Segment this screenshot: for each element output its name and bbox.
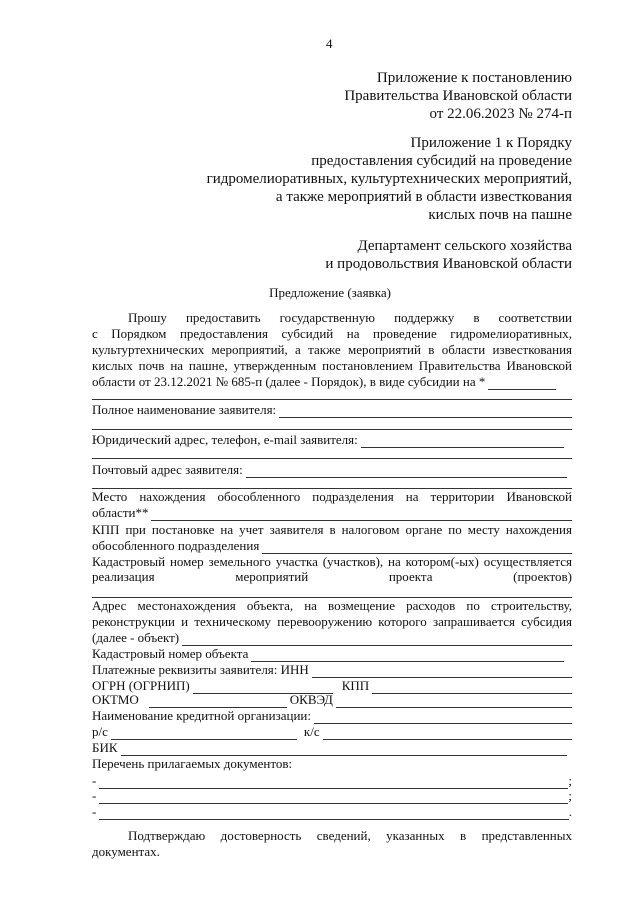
inn-label: Платежные реквизиты заявителя: ИНН [92, 662, 309, 677]
kpp-label: КПП [341, 678, 370, 693]
postal-address-label: Почтовый адрес заявителя: [92, 462, 243, 477]
oktmo-label: ОКТМО [92, 692, 139, 707]
legal-address-field[interactable] [361, 435, 564, 448]
header-line: от 22.06.2023 № 274-п [429, 106, 572, 122]
object-address-label: реконструкции и техническому перевооружению которого запрашивается субсидия [92, 614, 572, 629]
full-name-field[interactable] [279, 405, 572, 418]
inn-field[interactable] [312, 665, 572, 678]
ks-field[interactable] [323, 727, 572, 740]
header-line: кислых почв на пашне [428, 207, 572, 223]
oktmo-field[interactable] [149, 695, 287, 708]
full-name-line[interactable] [92, 429, 572, 430]
subsidy-type-line[interactable] [92, 399, 572, 400]
header-line: гидромелиоративных, культуртехнических мероприятий, [206, 171, 572, 187]
header-line: предоставления субсидий на проведение [311, 153, 572, 169]
bank-name-label: Наименование кредитной организации: [92, 708, 311, 723]
form-title: Предложение (заявка) [269, 285, 391, 300]
document-end: ; [568, 773, 572, 788]
okved-field[interactable] [336, 695, 572, 708]
postal-address-field[interactable] [246, 465, 567, 478]
branch-kpp-field[interactable] [262, 541, 572, 554]
cadastral-object-field[interactable] [251, 649, 564, 662]
object-address-label: Адрес местонахождения объекта, на возмещение расходов по строительству, [92, 598, 572, 613]
ogrn-label: ОГРН (ОГРНИП) [92, 678, 190, 693]
documents-label: Перечень прилагаемых документов: [92, 756, 293, 771]
addressee-line: и продовольствия Ивановской области [325, 256, 572, 272]
bik-label: БИК [92, 740, 118, 755]
cadastral-land-label: Кадастровый номер земельного участка (участков), на котором(-ых) осуществляется [92, 554, 572, 569]
page-number: 4 [326, 36, 333, 51]
document-bullet: - [92, 788, 97, 803]
document-field[interactable] [99, 791, 568, 804]
confirmation-text: Подтверждаю достоверность сведений, указанных в представленных [128, 828, 572, 843]
document-end: ; [568, 788, 572, 803]
cadastral-object-label: Кадастровый номер объекта [92, 646, 249, 661]
full-name-label: Полное наименование заявителя: [92, 402, 277, 417]
branch-location-label: области** [92, 505, 149, 520]
branch-location-label: Место нахождения обособленного подразделения на территории Ивановской [92, 489, 572, 504]
ks-label: к/с [303, 724, 320, 739]
header-line: а также мероприятий в области известкования [275, 189, 572, 205]
intro-line: Прошу предоставить государственную поддержку в соответствии [128, 310, 572, 325]
confirmation-text: документах. [92, 844, 160, 859]
intro-line: культуртехнических мероприятий, а также мероприятий в области известкования [92, 342, 572, 357]
document-end: . [568, 804, 572, 819]
document-bullet: - [92, 773, 97, 788]
document-field[interactable] [99, 807, 568, 820]
rs-field[interactable] [111, 727, 297, 740]
legal-address-label: Юридический адрес, телефон, e-mail заявителя: [92, 432, 358, 447]
subsidy-type-field[interactable] [488, 377, 556, 390]
document-bullet: - [92, 804, 97, 819]
header-line: Приложение 1 к Порядку [410, 135, 572, 151]
addressee-line: Департамент сельского хозяйства [357, 238, 572, 254]
okved-label: ОКВЭД [289, 692, 333, 707]
intro-line: области от 23.12.2021 № 685-п (далее - Порядок), в виде субсидии на * [92, 374, 486, 389]
rs-label: р/с [92, 724, 108, 739]
branch-kpp-label: КПП при постановке на учет заявителя в налоговом органе по месту нахождения [92, 522, 572, 537]
object-address-label: (далее - объект) [92, 630, 180, 645]
branch-location-field[interactable] [151, 508, 572, 521]
intro-line: с Порядком предоставления субсидий на проведение гидромелиоративных, [92, 326, 572, 341]
object-address-field[interactable] [182, 633, 572, 646]
header-line: Правительства Ивановской области [344, 88, 572, 104]
intro-line: кислых почв на пашне, утвержденным постановлением Правительства Ивановской [92, 358, 572, 373]
legal-address-line[interactable] [92, 458, 572, 459]
header-line: Приложение к постановлению [376, 70, 572, 86]
bank-name-field[interactable] [314, 711, 572, 724]
cadastral-land-label: реализация мероприятий проекта (проектов) [92, 569, 572, 584]
branch-kpp-label: обособленного подразделения [92, 538, 260, 553]
bik-field[interactable] [121, 743, 567, 756]
